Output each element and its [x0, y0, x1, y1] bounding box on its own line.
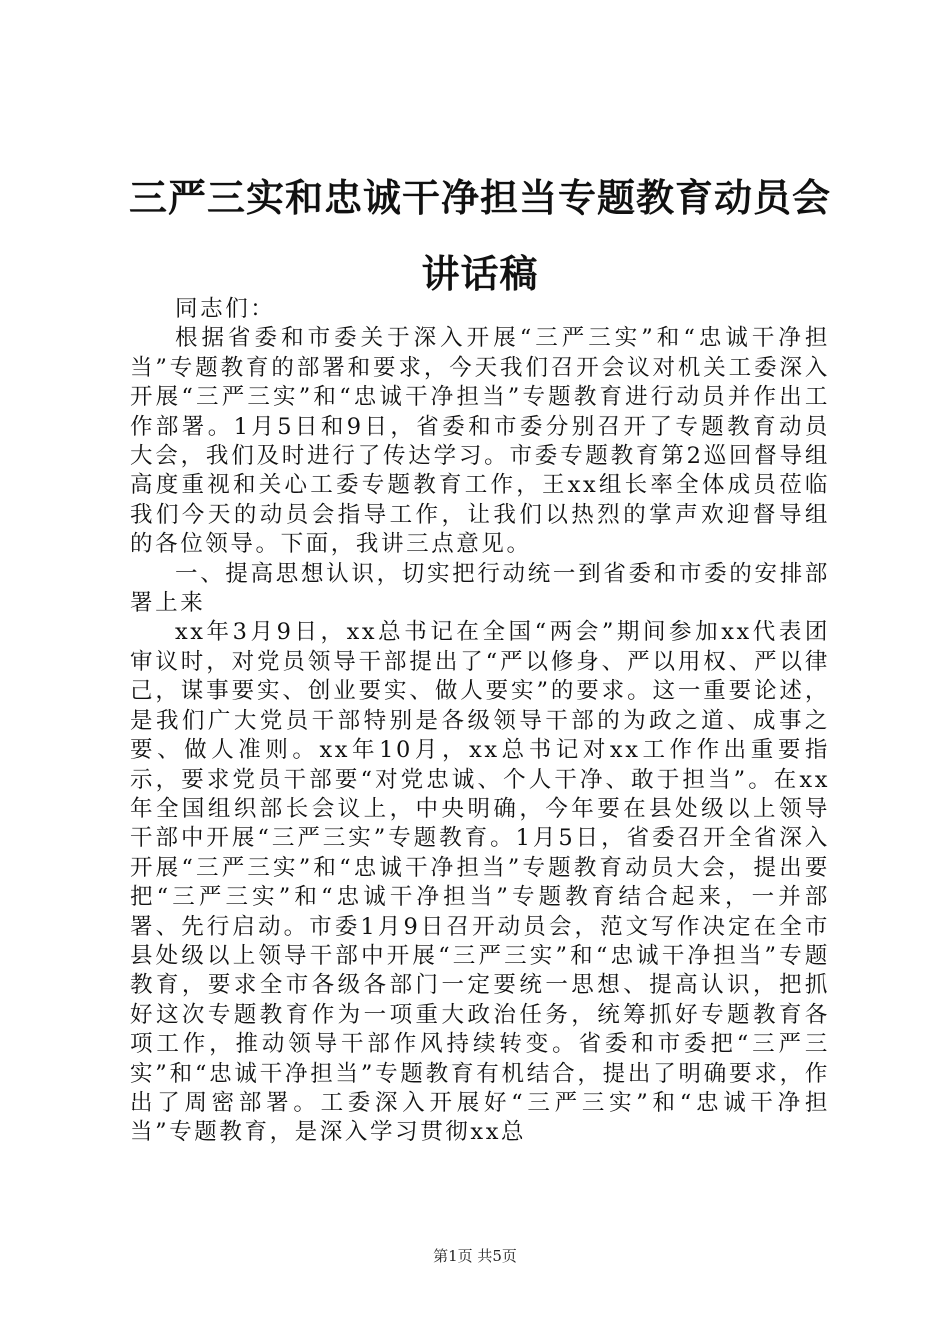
document-body — [130, 295, 830, 1148]
document-title: 三严三实和忠诚干净担当专题教育动员会讲话稿 — [128, 175, 831, 296]
page-number-footer: 第1页 共5页 — [433, 1247, 517, 1265]
paragraph-section-1: xx年3月9日，xx总书记在全国“两会”期间参加xx代表团审议时，对党员领导干部提出了“严以修身、严以用权、严以律己，谋事要实、创业要实、做人要实”的要求。这一重要论述，是我们广大党员干部特别是各级领导干部的为政之道、成事之要、做人准则。xx年10月，xx总书记对xx工作作出重要指示，要求党员干部要“对党忠诚、个人干净、敢于担当”。在xx年全国组织部长会议上，中央明确，今年要在县处级以上领导干部中开展“三严三实”专题教育。1月5日，省委召开全省深入开展“三严三实”和“忠诚干净担当”专题教育动员大会，提出要把“三严三实”和“忠诚干净担当”专题教育结合起来，一并部署、先行启动。市委1月9日召开动员会，范文写作决定在全市县处级以上领导干部中开展“三严三实”和“忠诚干净担当”专题教育，要求全市各级各部门一定要统一思想、提高认识，把抓好这次专题教育作为一项重大政治任务，统筹抓好专题教育各项工作，推动领导干部作风持续转变。省委和市委把“三严三实”和“忠诚干净担当”专题教育有机结合，提出了明确要求，作出了周密部署。工委深入开展好“三严三实”和“忠诚干净担当”专题教育，是深入学习贯彻xx总 — [130, 619, 830, 1146]
paragraph-intro: 根据省委和市委关于深入开展“三严三实”和“忠诚干净担当”专题教育的部署和要求，今天我们召开会议对机关工委深入开展“三严三实”和“忠诚干净担当”专题教育进行动员并作出工作部署。1月5日和9日，省委和市委分别召开了专题教育动员大会，我们及时进行了传达学习。市委专题教育第2巡回督导组高度重视和关心工委专题教育工作，王xx组长率全体成员莅临我们今天的动员会指导工作，让我们以热烈的掌声欢迎督导组的各位领导。下面，我讲三点意见。 — [130, 325, 830, 558]
salutation: 同志们： — [175, 296, 276, 322]
section-heading-1: 一、提高思想认识，切实把行动统一到省委和市委的安排部署上来 — [130, 560, 830, 617]
